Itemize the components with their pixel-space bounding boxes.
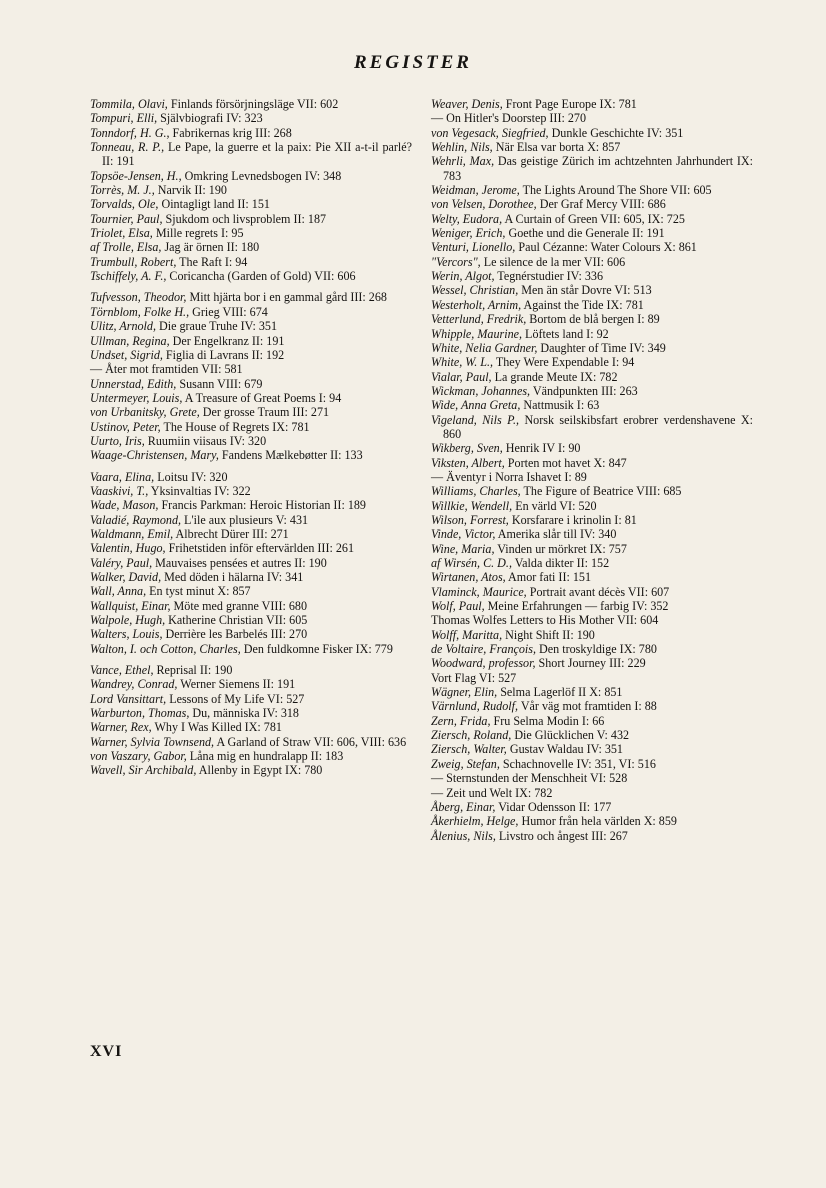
section-gap bbox=[90, 283, 412, 290]
index-entry bbox=[90, 556, 412, 570]
entry-title: Against the Tide IX: 781 bbox=[521, 297, 644, 312]
entry-author: Welty, Eudora, bbox=[431, 211, 503, 226]
index-entry bbox=[431, 212, 753, 226]
index-entry bbox=[431, 226, 753, 240]
index-entry bbox=[431, 542, 753, 556]
entry-title: Sjukdom och livsproblem II: 187 bbox=[162, 211, 327, 226]
index-entry bbox=[431, 140, 753, 154]
entry-title: Meine Erfahrungen — farbig IV: 352 bbox=[484, 599, 669, 614]
entry-title: Dunkle Geschichte IV: 351 bbox=[548, 125, 684, 140]
entry-author: Zern, Frida, bbox=[431, 713, 491, 728]
index-entry bbox=[90, 319, 412, 333]
entry-title: En tyst minut X: 857 bbox=[146, 584, 251, 599]
entry-author: Triolet, Elsa, bbox=[90, 226, 153, 241]
entry-author: Viksten, Albert, bbox=[431, 455, 505, 470]
entry-author: von Urbanitsky, Grete, bbox=[90, 405, 200, 420]
entry-author: Wikberg, Sven, bbox=[431, 441, 503, 456]
entry-title: Frihetstiden inför eftervärlden III: 261 bbox=[165, 541, 354, 556]
index-entry bbox=[431, 298, 753, 312]
index-entry bbox=[90, 498, 412, 512]
index-entry bbox=[90, 405, 412, 419]
entry-author: Vetterlund, Fredrik, bbox=[431, 312, 527, 327]
index-entry bbox=[90, 290, 412, 304]
index-entry bbox=[431, 441, 753, 455]
index-entry bbox=[90, 377, 412, 391]
entry-title: Thomas Wolfes Letters to His Mother VII: 604 bbox=[431, 613, 659, 628]
index-entry bbox=[431, 370, 753, 384]
entry-author: Tonneau, R. P., bbox=[90, 140, 165, 155]
entry-title: Du, människa IV: 318 bbox=[189, 706, 299, 721]
index-entry bbox=[431, 757, 753, 771]
entry-author: Ullman, Regina, bbox=[90, 333, 170, 348]
index-entry bbox=[431, 728, 753, 742]
entry-author: Tonndorf, H. G., bbox=[90, 125, 170, 140]
entry-author: Wilson, Forrest, bbox=[431, 512, 509, 527]
index-entry bbox=[431, 484, 753, 498]
entry-title: Der grosse Traum III: 271 bbox=[199, 405, 330, 420]
entry-title: Le silence de la mer VII: 606 bbox=[480, 254, 626, 269]
index-entry bbox=[90, 420, 412, 434]
entry-author: Vaara, Elina, bbox=[90, 469, 155, 484]
entry-title: Selma Lagerlöf II X: 851 bbox=[497, 685, 623, 700]
entry-title: — On Hitler's Doorstep III: 270 bbox=[431, 111, 587, 126]
entry-author: Åberg, Einar, bbox=[431, 799, 496, 814]
entry-title: Vändpunkten III: 263 bbox=[530, 383, 638, 398]
entry-author: Uurto, Iris, bbox=[90, 433, 145, 448]
index-column-right bbox=[431, 97, 753, 843]
entry-author: Vaaskivi, T., bbox=[90, 483, 149, 498]
entry-title: Portrait avant décès VII: 607 bbox=[526, 584, 670, 599]
entry-author: Lord Vansittart, bbox=[90, 691, 167, 706]
entry-author: von Vaszary, Gabor, bbox=[90, 749, 187, 764]
index-entry bbox=[90, 111, 412, 125]
index-entry bbox=[90, 448, 412, 462]
entry-title: Goethe und die Generale II: 191 bbox=[505, 226, 665, 241]
entry-title: Den fuldkomne Fisker IX: 779 bbox=[240, 641, 393, 656]
index-entry bbox=[90, 97, 412, 111]
entry-title: Men än står Dovre VI: 513 bbox=[518, 283, 652, 298]
entry-author: "Vercors", bbox=[431, 254, 481, 269]
entry-author: Wehlin, Nils, bbox=[431, 140, 493, 155]
entry-author: Törnblom, Folke H., bbox=[90, 304, 190, 319]
entry-title: Fru Selma Modin I: 66 bbox=[490, 713, 605, 728]
index-entry bbox=[431, 656, 753, 670]
index-entry bbox=[90, 599, 412, 613]
entry-title: Fabrikernas krig III: 268 bbox=[169, 125, 292, 140]
entry-title: Korsfarare i krinolin I: 81 bbox=[508, 512, 637, 527]
entry-author: Unnerstad, Edith, bbox=[90, 376, 177, 391]
entry-title: Grieg VIII: 674 bbox=[189, 304, 268, 319]
entry-title: Francis Parkman: Heroic Historian II: 189 bbox=[158, 498, 366, 513]
entry-author: Waldmann, Emil, bbox=[90, 526, 174, 541]
entry-author: Woodward, professor, bbox=[431, 656, 536, 671]
entry-title: Fandens Mælkebøtter II: 133 bbox=[218, 448, 363, 463]
index-entry bbox=[431, 714, 753, 728]
entry-title: Humor från hela världen X: 859 bbox=[518, 814, 677, 829]
entry-title: A Curtain of Green VII: 605, IX: 725 bbox=[502, 211, 685, 226]
entry-author: von Velsen, Dorothee, bbox=[431, 197, 537, 212]
index-entry bbox=[90, 706, 412, 720]
entry-author: Ziersch, Roland, bbox=[431, 728, 512, 743]
index-entry bbox=[431, 513, 753, 527]
index-column-left bbox=[90, 97, 412, 778]
entry-title: Der Engelkranz II: 191 bbox=[169, 333, 285, 348]
index-entry bbox=[431, 699, 753, 713]
entry-author: af Trolle, Elsa, bbox=[90, 240, 162, 255]
entry-title: Figlia di Lavrans II: 192 bbox=[162, 347, 285, 362]
index-entry bbox=[90, 484, 412, 498]
index-entry bbox=[90, 513, 412, 527]
index-entry bbox=[90, 720, 412, 734]
entry-title: Ruumiin viisaus IV: 320 bbox=[144, 433, 267, 448]
entry-author: Wirtanen, Atos, bbox=[431, 570, 506, 585]
entry-author: Untermeyer, Louis, bbox=[90, 390, 183, 405]
index-entry bbox=[431, 499, 753, 513]
entry-title: Le Pape, la guerre et la paix: Pie XII a-t-il parlé? II: 191 bbox=[102, 140, 413, 169]
index-entry bbox=[90, 226, 412, 240]
entry-title: Möte med granne VIII: 680 bbox=[170, 598, 307, 613]
entry-title: Das geistige Zürich im achtzehnten Jahrhundert IX: 783 bbox=[443, 154, 753, 183]
entry-title: En värld VI: 520 bbox=[512, 498, 597, 513]
entry-author: Torrès, M. J., bbox=[90, 183, 155, 198]
entry-title: Night Shift II: 190 bbox=[502, 627, 595, 642]
section-gap bbox=[90, 656, 412, 663]
entry-author: Vlaminck, Maurice, bbox=[431, 584, 527, 599]
index-entry bbox=[90, 677, 412, 691]
entry-author: Warburton, Thomas, bbox=[90, 706, 190, 721]
entry-author: Trumbull, Robert, bbox=[90, 254, 177, 269]
entry-author: Tschiffely, A. F., bbox=[90, 269, 167, 284]
index-entry bbox=[90, 763, 412, 777]
entry-title: Amerika slår till IV: 340 bbox=[495, 527, 617, 542]
entry-title: Derrière les Barbelés III: 270 bbox=[162, 627, 308, 642]
index-entry bbox=[90, 613, 412, 627]
index-entry bbox=[90, 334, 412, 348]
entry-title: Mille regrets I: 95 bbox=[152, 226, 244, 241]
index-entry bbox=[431, 585, 753, 599]
entry-author: Wide, Anna Greta, bbox=[431, 398, 521, 413]
page-title: REGISTER bbox=[354, 52, 472, 73]
entry-title: They Were Expendable I: 94 bbox=[493, 355, 635, 370]
entry-title: — Åter mot framtiden VII: 581 bbox=[90, 362, 243, 377]
entry-title: La grande Meute IX: 782 bbox=[491, 369, 618, 384]
entry-title: Med döden i hälarna IV: 341 bbox=[161, 570, 304, 584]
entry-title: The House of Regrets IX: 781 bbox=[160, 419, 310, 434]
index-entry bbox=[431, 456, 753, 470]
index-entry bbox=[431, 742, 753, 756]
index-entry bbox=[90, 269, 412, 283]
entry-author: Valentin, Hugo, bbox=[90, 541, 166, 556]
index-entry bbox=[90, 212, 412, 226]
entry-author: Walters, Louis, bbox=[90, 627, 163, 642]
entry-author: Weaver, Denis, bbox=[431, 97, 503, 111]
entry-title: Narvik II: 190 bbox=[154, 183, 227, 198]
index-entry bbox=[90, 541, 412, 555]
entry-author: Walker, David, bbox=[90, 570, 162, 584]
index-entry bbox=[431, 183, 753, 197]
index-entry bbox=[431, 154, 753, 183]
entry-author: Warner, Rex, bbox=[90, 720, 152, 735]
index-entry bbox=[431, 527, 753, 541]
entry-title: Short Journey III: 229 bbox=[535, 656, 646, 671]
entry-title: Självbiografi IV: 323 bbox=[157, 111, 263, 126]
entry-title: Die graue Truhe IV: 351 bbox=[155, 319, 277, 334]
entry-author: Tompuri, Elli, bbox=[90, 111, 158, 126]
entry-author: Weniger, Erich, bbox=[431, 226, 506, 241]
index-entry bbox=[431, 197, 753, 211]
index-entry bbox=[431, 398, 753, 412]
entry-title: — Zeit und Welt IX: 782 bbox=[431, 785, 553, 800]
entry-author: Vinde, Victor, bbox=[431, 527, 496, 542]
index-entry bbox=[431, 829, 753, 843]
entry-author: Valadié, Raymond, bbox=[90, 512, 182, 527]
index-entry bbox=[431, 771, 753, 785]
index-entry bbox=[90, 627, 412, 641]
index-entry bbox=[431, 800, 753, 814]
entry-title: Coricancha (Garden of Gold) VII: 606 bbox=[166, 269, 356, 284]
index-entry bbox=[431, 384, 753, 398]
index-entry bbox=[90, 305, 412, 319]
index-entry bbox=[431, 413, 753, 442]
entry-title: Finlands försörjningsläge VII: 602 bbox=[167, 97, 339, 111]
entry-title: — Äventyr i Norra Ishavet I: 89 bbox=[431, 469, 587, 484]
entry-title: Reprisal II: 190 bbox=[153, 663, 233, 678]
index-entry bbox=[431, 255, 753, 269]
entry-title: Vår väg mot framtiden I: 88 bbox=[518, 699, 657, 714]
entry-author: Valéry, Paul, bbox=[90, 555, 153, 570]
index-entry bbox=[431, 685, 753, 699]
entry-title: Omkring Levnedsbogen IV: 348 bbox=[181, 168, 342, 183]
index-entry bbox=[431, 628, 753, 642]
index-entry bbox=[431, 470, 753, 484]
index-entry bbox=[431, 570, 753, 584]
index-entry bbox=[431, 240, 753, 254]
entry-title: Die Glücklichen V: 432 bbox=[511, 728, 630, 743]
entry-author: Wade, Mason, bbox=[90, 498, 159, 513]
index-entry bbox=[90, 470, 412, 484]
entry-author: Walton, I. och Cotton, Charles, bbox=[90, 641, 241, 656]
entry-title: Allenby in Egypt IX: 780 bbox=[196, 763, 323, 778]
index-entry bbox=[431, 814, 753, 828]
index-entry bbox=[431, 97, 753, 111]
index-entry bbox=[431, 283, 753, 297]
entry-author: Weidman, Jerome, bbox=[431, 183, 520, 198]
entry-author: de Voltaire, François, bbox=[431, 642, 537, 657]
entry-title: Vinden ur mörkret IX: 757 bbox=[494, 541, 627, 556]
entry-author: Ziersch, Walter, bbox=[431, 742, 507, 757]
section-gap bbox=[90, 463, 412, 470]
index-entry bbox=[90, 197, 412, 211]
index-entry bbox=[431, 786, 753, 800]
entry-author: White, W. L., bbox=[431, 355, 494, 370]
entry-title: Henrik IV I: 90 bbox=[502, 441, 581, 456]
index-entry bbox=[90, 348, 412, 362]
entry-title: Vidar Odensson II: 177 bbox=[495, 799, 612, 814]
entry-author: Wall, Anna, bbox=[90, 584, 147, 599]
index-entry bbox=[90, 663, 412, 677]
entry-author: Willkie, Wendell, bbox=[431, 498, 513, 513]
entry-author: Tournier, Paul, bbox=[90, 211, 163, 226]
index-entry bbox=[431, 613, 753, 627]
entry-author: Wandrey, Conrad, bbox=[90, 677, 178, 692]
index-entry bbox=[431, 327, 753, 341]
entry-author: Wallquist, Einar, bbox=[90, 598, 171, 613]
entry-author: Westerholt, Arnim, bbox=[431, 297, 522, 312]
index-entry bbox=[90, 183, 412, 197]
entry-author: Wolf, Paul, bbox=[431, 599, 485, 614]
entry-author: Wine, Maria, bbox=[431, 541, 495, 556]
index-entry bbox=[431, 642, 753, 656]
entry-author: Vialar, Paul, bbox=[431, 369, 492, 384]
index-entry bbox=[90, 169, 412, 183]
entry-author: Vigeland, Nils P., bbox=[431, 412, 520, 427]
entry-title: Den troskyldige IX: 780 bbox=[536, 642, 657, 657]
entry-author: Ålenius, Nils, bbox=[431, 828, 496, 843]
entry-title: Löftets land I: 92 bbox=[522, 326, 609, 341]
entry-title: Lessons of My Life VI: 527 bbox=[166, 691, 305, 706]
entry-title: Front Page Europe IX: 781 bbox=[502, 97, 637, 111]
entry-author: Wehrli, Max, bbox=[431, 154, 495, 169]
entry-title: Katherine Christian VII: 605 bbox=[165, 613, 308, 628]
index-entry bbox=[431, 671, 753, 685]
entry-title: Daughter of Time IV: 349 bbox=[537, 340, 666, 355]
index-entry bbox=[431, 269, 753, 283]
entry-author: Ustinov, Peter, bbox=[90, 419, 161, 434]
index-entry bbox=[90, 749, 412, 763]
entry-author: Wolff, Maritta, bbox=[431, 627, 503, 642]
index-entry bbox=[90, 362, 412, 376]
entry-title: A Garland of Straw VII: 606, VIII: 636 bbox=[214, 734, 407, 749]
index-entry bbox=[90, 570, 412, 584]
entry-title: Mitt hjärta bor i en gammal gård III: 268 bbox=[186, 290, 387, 305]
index-entry bbox=[90, 692, 412, 706]
entry-author: Vance, Ethel, bbox=[90, 663, 154, 678]
entry-title: Amor fati II: 151 bbox=[505, 570, 592, 585]
index-entry bbox=[431, 341, 753, 355]
entry-author: Undset, Sigrid, bbox=[90, 347, 163, 362]
entry-author: Tufvesson, Theodor, bbox=[90, 290, 187, 305]
entry-title: The Lights Around The Shore VII: 605 bbox=[519, 183, 712, 198]
entry-title: När Elsa var borta X: 857 bbox=[492, 140, 621, 155]
index-entry bbox=[90, 735, 412, 749]
index-entry bbox=[431, 312, 753, 326]
entry-title: Werner Siemens II: 191 bbox=[177, 677, 296, 692]
entry-title: Paul Cézanne: Water Colours X: 861 bbox=[515, 240, 697, 255]
entry-author: Williams, Charles, bbox=[431, 484, 521, 499]
entry-title: Nattmusik I: 63 bbox=[520, 398, 600, 413]
entry-title: Livstro och ångest III: 267 bbox=[495, 828, 628, 843]
entry-author: Whipple, Maurine, bbox=[431, 326, 523, 341]
entry-author: Werin, Algot, bbox=[431, 269, 495, 284]
entry-author: Wickman, Johannes, bbox=[431, 383, 531, 398]
entry-title: The Raft I: 94 bbox=[176, 254, 248, 269]
index-entry bbox=[90, 642, 412, 656]
entry-title: Schachnovelle IV: 351, VI: 516 bbox=[499, 756, 656, 771]
entry-title: Albrecht Dürer III: 271 bbox=[173, 526, 289, 541]
entry-title: Norsk seilskibsfart erobrer verdenshavene X: 860 bbox=[443, 412, 754, 441]
entry-author: Wavell, Sir Archibald, bbox=[90, 763, 197, 778]
entry-title: Låna mig en hundralapp II: 183 bbox=[186, 749, 344, 764]
index-entry bbox=[431, 126, 753, 140]
entry-title: A Treasure of Great Poems I: 94 bbox=[182, 390, 342, 405]
entry-title: L'ile aux plusieurs V: 431 bbox=[181, 512, 309, 527]
entry-title: Mauvaises pensées et autres II: 190 bbox=[152, 555, 327, 570]
entry-author: Ulitz, Arnold, bbox=[90, 319, 156, 334]
entry-author: Venturi, Lionello, bbox=[431, 240, 516, 255]
entry-author: Warner, Sylvia Townsend, bbox=[90, 734, 215, 749]
entry-author: af Wirsén, C. D., bbox=[431, 556, 512, 570]
entry-title: The Figure of Beatrice VIII: 685 bbox=[520, 484, 682, 499]
entry-title: Jag är örnen II: 180 bbox=[161, 240, 260, 255]
index-entry bbox=[431, 599, 753, 613]
entry-title: Loitsu IV: 320 bbox=[154, 469, 228, 484]
entry-author: Tommila, Olavi, bbox=[90, 97, 168, 111]
index-entry bbox=[90, 140, 412, 169]
entry-author: Wessel, Christian, bbox=[431, 283, 519, 298]
index-entry bbox=[431, 355, 753, 369]
entry-title: Tegnérstudier IV: 336 bbox=[494, 269, 604, 284]
entry-author: Wägner, Elin, bbox=[431, 685, 498, 700]
entry-title: Vort Flag VI: 527 bbox=[431, 670, 517, 685]
entry-author: Waage-Christensen, Mary, bbox=[90, 448, 219, 463]
entry-title: Ointagligt land II: 151 bbox=[158, 197, 270, 212]
page-number: XVI bbox=[90, 1043, 123, 1060]
entry-title: — Sternstunden der Menschheit VI: 528 bbox=[431, 771, 628, 786]
index-entry bbox=[90, 255, 412, 269]
index-entry bbox=[90, 391, 412, 405]
entry-author: von Vegesack, Siegfried, bbox=[431, 125, 549, 140]
entry-title: Der Graf Mercy VIII: 686 bbox=[536, 197, 666, 212]
index-entry bbox=[90, 584, 412, 598]
index-entry bbox=[90, 434, 412, 448]
entry-title: Bortom de blå bergen I: 89 bbox=[526, 312, 660, 327]
entry-author: Topsöe-Jensen, H., bbox=[90, 168, 182, 183]
entry-author: Walpole, Hugh, bbox=[90, 613, 166, 628]
entry-title: Why I Was Killed IX: 781 bbox=[151, 720, 282, 735]
entry-author: Värnlund, Rudolf, bbox=[431, 699, 519, 714]
index-entry bbox=[90, 240, 412, 254]
index-entry bbox=[431, 556, 753, 570]
entry-author: Torvalds, Ole, bbox=[90, 197, 159, 212]
index-entry bbox=[90, 126, 412, 140]
entry-title: Valda dikter II: 152 bbox=[511, 556, 610, 570]
entry-title: Gustav Waldau IV: 351 bbox=[506, 742, 623, 757]
entry-author: Zweig, Stefan, bbox=[431, 756, 500, 771]
entry-author: Åkerhielm, Helge, bbox=[431, 814, 519, 829]
entry-author: White, Nelia Gardner, bbox=[431, 340, 538, 355]
index-entry bbox=[431, 111, 753, 125]
entry-title: Yksinvaltias IV: 322 bbox=[148, 483, 251, 498]
entry-title: Susann VIII: 679 bbox=[176, 376, 263, 391]
index-entry bbox=[90, 527, 412, 541]
entry-title: Porten mot havet X: 847 bbox=[504, 455, 627, 470]
